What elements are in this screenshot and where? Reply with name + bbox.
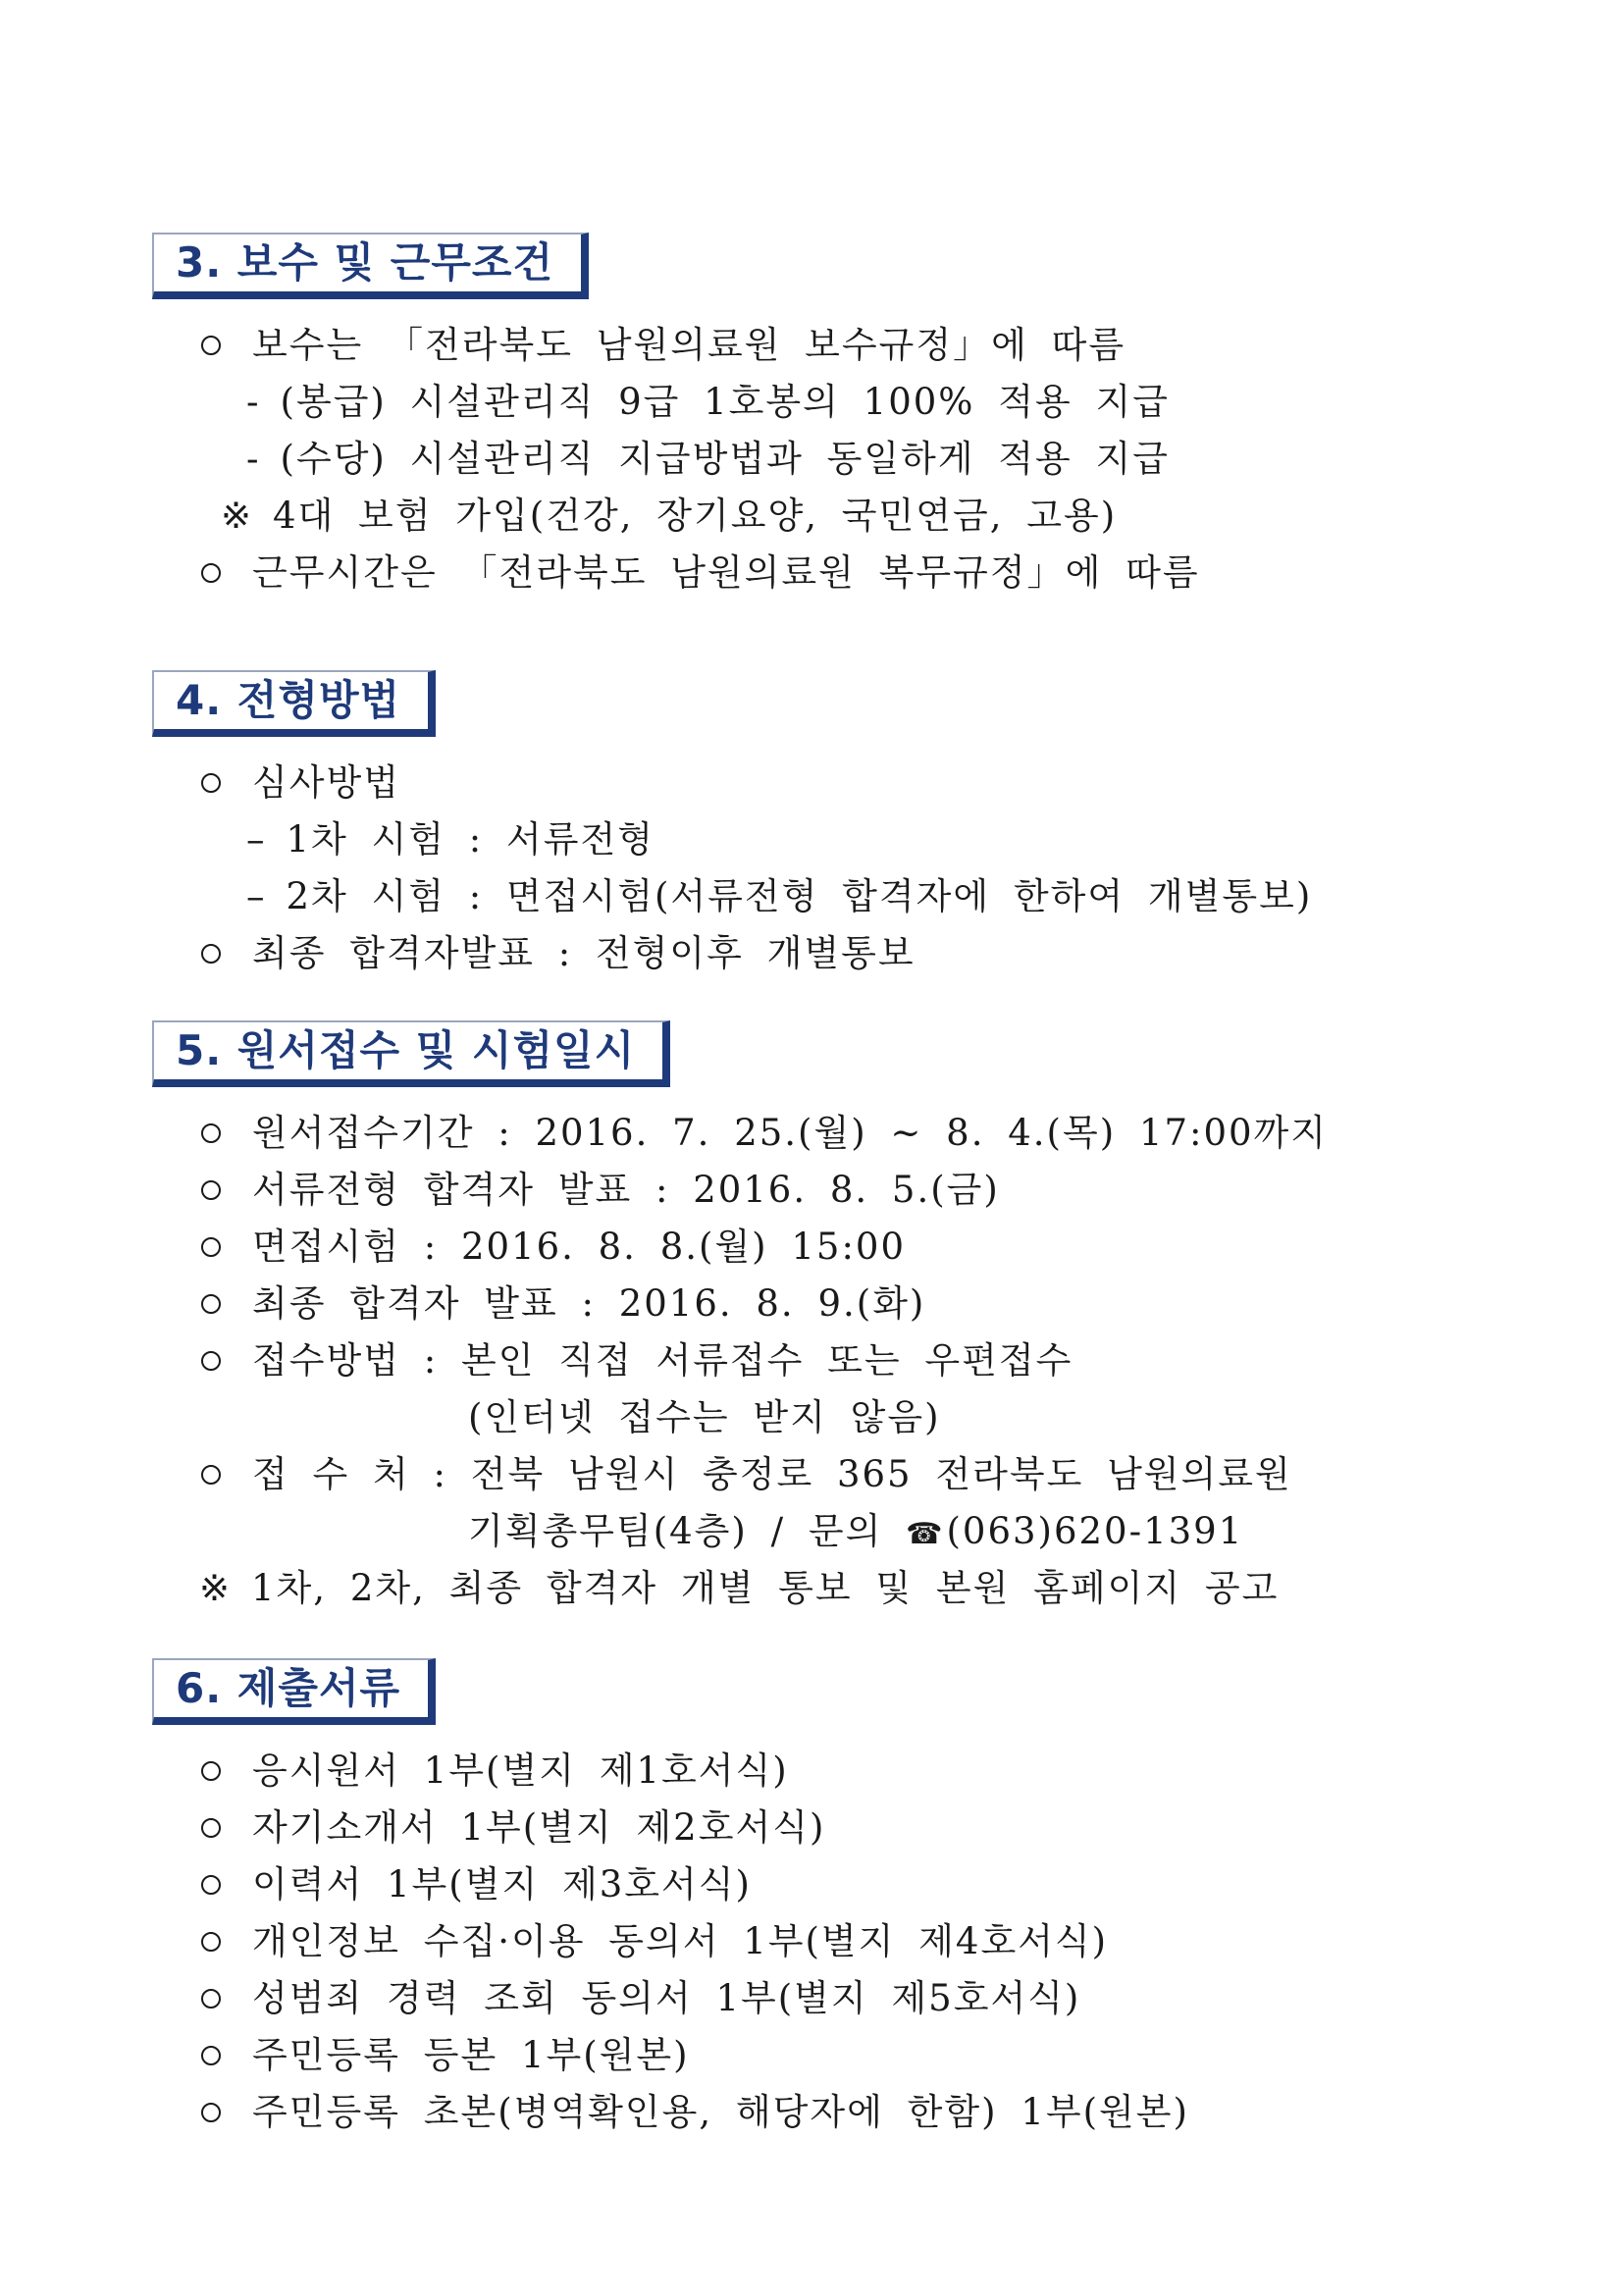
- item-text: 면접시험 : 2016. 8. 8.(월) 15:00: [252, 1226, 907, 1268]
- item-text: 근무시간은 「전라북도 남원의료원 복무규정」에 따름: [252, 551, 1200, 594]
- item-text: 접수방법 : 본인 직접 서류접수 또는 우편접수: [252, 1339, 1073, 1382]
- item-text: 보수는 「전라북도 남원의료원 보수규정」에 따름: [252, 324, 1126, 366]
- list-item: [152, 925, 1467, 982]
- item-text: 자기소개서 1부(별지 제2호서식): [252, 1806, 826, 1849]
- list-item: [152, 868, 1467, 925]
- section-6: [152, 1658, 1467, 2141]
- item-text: 4대 보험 가입(건강, 장기요양, 국민연금, 고용): [273, 495, 1118, 537]
- list-item: [152, 317, 1467, 374]
- circle-bullet-icon: [201, 1932, 221, 1952]
- item-text: 기획총무팀(4층) / 문의: [468, 1510, 907, 1552]
- item-text: 원서접수기간 : 2016. 7. 25.(월) ~ 8. 4.(목) 17:00까지: [252, 1112, 1329, 1154]
- section-4-heading: 4. 전형방법: [152, 670, 436, 737]
- list-item: [152, 1332, 1467, 1389]
- circle-bullet-icon: [201, 1123, 221, 1143]
- note-item: [152, 1560, 1467, 1617]
- item-text: 주민등록 초본(병역확인용, 해당자에 한함) 1부(원본): [252, 2091, 1189, 2133]
- section-6-items: [152, 1743, 1467, 2141]
- section-4-items: [152, 755, 1467, 982]
- list-item: [152, 1276, 1467, 1332]
- circle-bullet-icon: [201, 1989, 221, 2009]
- section-3: [152, 233, 1467, 601]
- dash-marker: -: [246, 381, 261, 423]
- section-3-heading: 3. 보수 및 근무조건: [152, 233, 589, 299]
- dash-marker: –: [246, 818, 267, 861]
- list-item: [152, 431, 1467, 488]
- list-item: [152, 1743, 1467, 1800]
- item-text: 2차 시험 : 면접시험(서류전형 합격자에 한하여 개별통보): [286, 875, 1313, 917]
- item-text: 서류전형 합격자 발표 : 2016. 8. 5.(금): [252, 1169, 1000, 1211]
- item-text: 응시원서 1부(별지 제1호서식): [252, 1749, 789, 1792]
- list-item: [152, 811, 1467, 868]
- note-marker: ※: [221, 495, 254, 537]
- list-item: [152, 1219, 1467, 1276]
- circle-bullet-icon: [201, 2046, 221, 2065]
- list-item-continuation: [152, 1389, 1467, 1446]
- list-item: [152, 2027, 1467, 2084]
- dash-marker: -: [246, 438, 261, 480]
- circle-bullet-icon: [201, 944, 221, 964]
- list-item: [152, 2084, 1467, 2141]
- item-text: (수당) 시설관리직 지급방법과 동일하게 적용 지급: [280, 438, 1171, 480]
- item-text: 접 수 처 : 전북 남원시 충정로 365 전라북도 남원의료원: [252, 1453, 1292, 1495]
- dash-marker: –: [246, 875, 267, 917]
- section-5-items: [152, 1105, 1467, 1617]
- list-item: [152, 1856, 1467, 1913]
- list-item: [152, 1800, 1467, 1856]
- item-text: 최종 합격자발표 : 전형이후 개별통보: [252, 932, 916, 974]
- list-item: [152, 755, 1467, 811]
- circle-bullet-icon: [201, 563, 221, 583]
- section-5-heading: 5. 원서접수 및 시험일시: [152, 1020, 670, 1087]
- item-text: 주민등록 등본 1부(원본): [252, 2034, 690, 2076]
- list-item: [152, 1913, 1467, 1970]
- list-item: [152, 1446, 1467, 1503]
- list-item: [152, 1970, 1467, 2027]
- list-item: [152, 1162, 1467, 1219]
- item-text: (봉급) 시설관리직 9급 1호봉의 100% 적용 지급: [280, 381, 1170, 423]
- item-text: 성범죄 경력 조회 동의서 1부(별지 제5호서식): [252, 1977, 1081, 2019]
- circle-bullet-icon: [201, 1818, 221, 1838]
- section-5: [152, 1020, 1467, 1617]
- list-item: [152, 1105, 1467, 1162]
- circle-bullet-icon: [201, 773, 221, 793]
- section-6-heading: 6. 제출서류: [152, 1658, 436, 1725]
- section-4: [152, 670, 1467, 982]
- circle-bullet-icon: [201, 1351, 221, 1371]
- list-item: [152, 374, 1467, 431]
- circle-bullet-icon: [201, 1237, 221, 1257]
- phone-number: (063)620-1391: [946, 1510, 1244, 1552]
- item-text: 1차, 2차, 최종 합격자 개별 통보 및 본원 홈페이지 공고: [251, 1567, 1280, 1609]
- circle-bullet-icon: [201, 1294, 221, 1314]
- item-text: (인터넷 접수는 받지 않음): [468, 1396, 941, 1438]
- list-item: [152, 545, 1467, 601]
- circle-bullet-icon: [201, 1875, 221, 1895]
- item-text: 개인정보 수집·이용 동의서 1부(별지 제4호서식): [252, 1920, 1109, 1962]
- circle-bullet-icon: [201, 2103, 221, 2122]
- circle-bullet-icon: [201, 1465, 221, 1485]
- circle-bullet-icon: [201, 1761, 221, 1781]
- item-text: 1차 시험 : 서류전형: [286, 818, 654, 861]
- item-text: 이력서 1부(별지 제3호서식): [252, 1863, 752, 1905]
- note-item: [152, 488, 1467, 545]
- item-text: 최종 합격자 발표 : 2016. 8. 9.(화): [252, 1282, 926, 1325]
- circle-bullet-icon: [201, 336, 221, 355]
- item-text: 심사방법: [252, 761, 400, 804]
- phone-icon: ☎: [906, 1517, 945, 1551]
- note-marker: ※: [199, 1567, 233, 1609]
- section-3-items: [152, 317, 1467, 601]
- list-item-continuation: [152, 1503, 1467, 1560]
- circle-bullet-icon: [201, 1180, 221, 1200]
